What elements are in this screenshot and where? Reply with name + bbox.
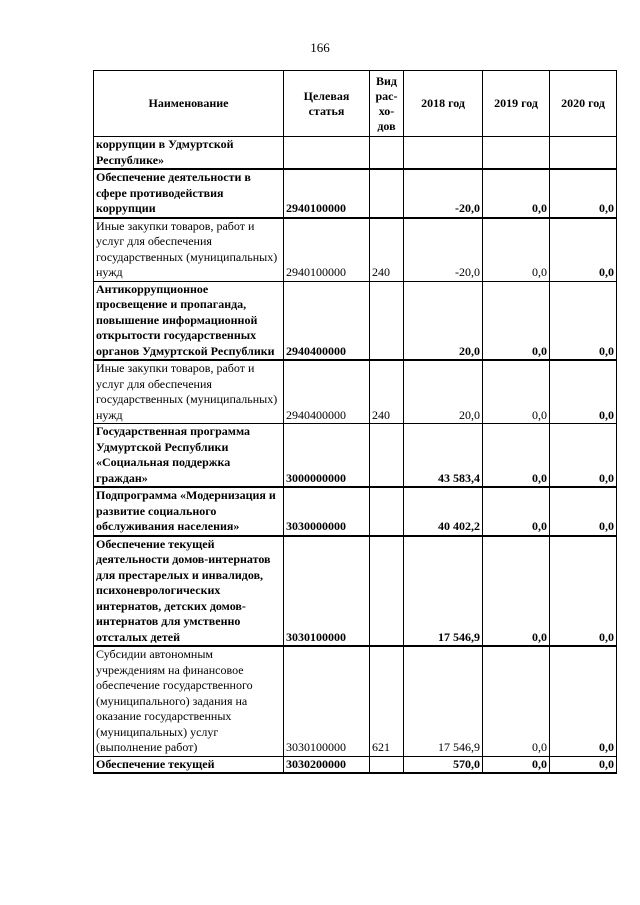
row-name-cell: Антикоррупционное просвещение и пропаганда, повышение информационной открытости государственных органов Удмуртской Республики bbox=[94, 281, 284, 360]
budget-table bbox=[93, 70, 617, 774]
row-name-cell: Иные закупки товаров, работ и услуг для обеспечения государственных (муниципальных) нужд bbox=[94, 218, 284, 282]
column-header-code: Целевая статья bbox=[284, 71, 370, 137]
row-2019-cell: 0,0 bbox=[483, 536, 550, 647]
row-type-cell bbox=[370, 424, 404, 488]
row-type-cell bbox=[370, 756, 404, 773]
row-2019-cell: 0,0 bbox=[483, 218, 550, 282]
row-code-cell: 3030200000 bbox=[284, 756, 370, 773]
table-body bbox=[94, 137, 617, 774]
row-name-cell: Государственная программа Удмуртской Республики «Социальная поддержка граждан» bbox=[94, 424, 284, 488]
row-name-cell: Иные закупки товаров, работ и услуг для обеспечения государственных (муниципальных) нужд bbox=[94, 360, 284, 424]
row-2020-cell: 0,0 bbox=[550, 218, 617, 282]
row-name-cell: Обеспечение текущей деятельности домов-интернатов для престарелых и инвалидов, психоневрологических интернатов, детских домов-интернатов для умственно отсталых детей bbox=[94, 536, 284, 647]
table-row bbox=[94, 756, 617, 773]
row-name-cell: Обеспечение деятельности в сфере противодействия коррупции bbox=[94, 169, 284, 218]
row-2019-cell: 0,0 bbox=[483, 169, 550, 218]
row-2019-cell: 0,0 bbox=[483, 424, 550, 488]
row-type-cell bbox=[370, 169, 404, 218]
row-2018-cell: 570,0 bbox=[404, 756, 483, 773]
row-2018-cell bbox=[404, 137, 483, 170]
row-2019-cell: 0,0 bbox=[483, 360, 550, 424]
row-type-cell: 621 bbox=[370, 646, 404, 756]
table-row bbox=[94, 487, 617, 536]
row-name-cell: Субсидии автономным учреждениям на финансовое обеспечение государственного (муниципального) задания на оказание государственных (муниципальных) услуг (выполнение работ) bbox=[94, 646, 284, 756]
row-2020-cell: 0,0 bbox=[550, 756, 617, 773]
table-row bbox=[94, 646, 617, 756]
column-header-2020: 2020 год bbox=[550, 71, 617, 137]
row-2020-cell: 0,0 bbox=[550, 360, 617, 424]
row-2019-cell: 0,0 bbox=[483, 281, 550, 360]
column-header-2018: 2018 год bbox=[404, 71, 483, 137]
row-2019-cell: 0,0 bbox=[483, 756, 550, 773]
table-row bbox=[94, 281, 617, 360]
row-2020-cell: 0,0 bbox=[550, 169, 617, 218]
table-row bbox=[94, 137, 617, 170]
row-2018-cell: 40 402,2 bbox=[404, 487, 483, 536]
table-row bbox=[94, 360, 617, 424]
table-row bbox=[94, 424, 617, 488]
row-2018-cell: 17 546,9 bbox=[404, 646, 483, 756]
row-2020-cell: 0,0 bbox=[550, 487, 617, 536]
table-header-row bbox=[94, 71, 617, 137]
row-2020-cell bbox=[550, 137, 617, 170]
row-2020-cell: 0,0 bbox=[550, 281, 617, 360]
row-2018-cell: -20,0 bbox=[404, 169, 483, 218]
row-code-cell: 2940100000 bbox=[284, 169, 370, 218]
row-2018-cell: 20,0 bbox=[404, 360, 483, 424]
row-code-cell: 3000000000 bbox=[284, 424, 370, 488]
column-header-2019: 2019 год bbox=[483, 71, 550, 137]
row-2018-cell: 20,0 bbox=[404, 281, 483, 360]
column-header-name: Наименование bbox=[94, 71, 284, 137]
row-2018-cell: 17 546,9 bbox=[404, 536, 483, 647]
row-code-cell bbox=[284, 137, 370, 170]
row-code-cell: 2940400000 bbox=[284, 281, 370, 360]
row-code-cell: 2940100000 bbox=[284, 218, 370, 282]
table-row bbox=[94, 169, 617, 218]
page-number: 166 bbox=[310, 40, 330, 55]
row-2020-cell: 0,0 bbox=[550, 424, 617, 488]
row-2018-cell: -20,0 bbox=[404, 218, 483, 282]
row-code-cell: 2940400000 bbox=[284, 360, 370, 424]
table-row bbox=[94, 536, 617, 647]
row-name-cell: Подпрограмма «Модернизация и развитие социального обслуживания населения» bbox=[94, 487, 284, 536]
row-2019-cell: 0,0 bbox=[483, 487, 550, 536]
row-type-cell bbox=[370, 137, 404, 170]
row-code-cell: 3030000000 bbox=[284, 487, 370, 536]
row-type-cell bbox=[370, 281, 404, 360]
row-code-cell: 3030100000 bbox=[284, 536, 370, 647]
row-2018-cell: 43 583,4 bbox=[404, 424, 483, 488]
row-type-cell: 240 bbox=[370, 360, 404, 424]
row-name-cell: Обеспечение текущей bbox=[94, 756, 284, 773]
row-2020-cell: 0,0 bbox=[550, 536, 617, 647]
row-2020-cell: 0,0 bbox=[550, 646, 617, 756]
row-type-cell bbox=[370, 536, 404, 647]
column-header-type: Вид рас-хо-дов bbox=[370, 71, 404, 137]
table-row bbox=[94, 218, 617, 282]
row-name-cell: коррупции в Удмуртской Республике» bbox=[94, 137, 284, 170]
row-type-cell: 240 bbox=[370, 218, 404, 282]
row-2019-cell bbox=[483, 137, 550, 170]
row-type-cell bbox=[370, 487, 404, 536]
row-2019-cell: 0,0 bbox=[483, 646, 550, 756]
row-code-cell: 3030100000 bbox=[284, 646, 370, 756]
